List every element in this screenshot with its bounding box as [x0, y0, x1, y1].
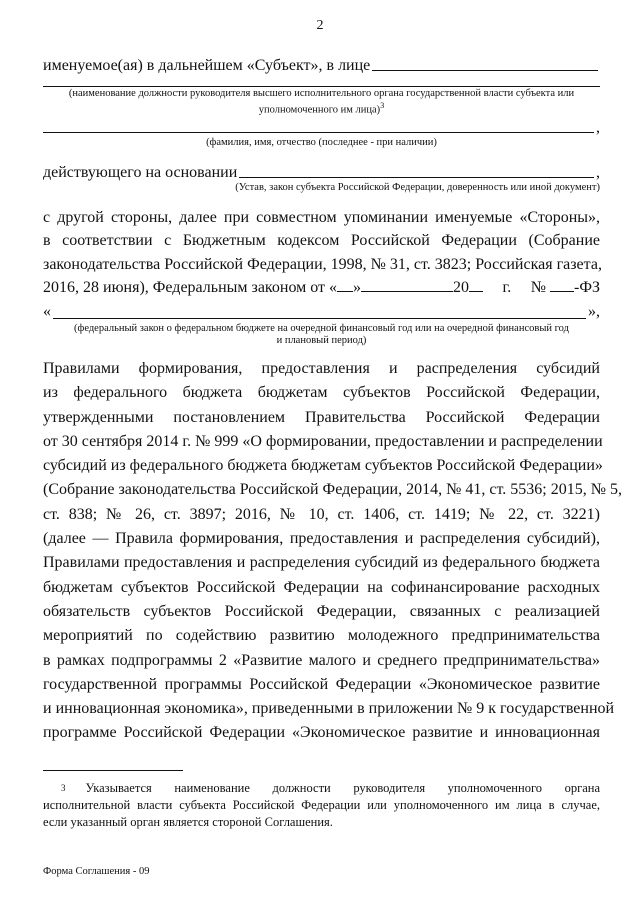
law-ref-quote-close: »	[353, 279, 362, 297]
caption-position-line1: (наименование должности руководителя высшего исполнительного органа государственной власти субъекта или	[68, 88, 575, 99]
caption-name: (фамилия, имя, отчество (последнее - при наличии)	[206, 137, 437, 148]
position-rule[interactable]	[43, 86, 600, 87]
representative-blank[interactable]	[372, 56, 598, 71]
name-blank[interactable]	[43, 118, 594, 133]
caption-footnote-ref: 3	[380, 101, 385, 110]
footnote-separator	[43, 770, 183, 771]
paragraph-line: от 30 сентября 2014 г. № 999 «О формировании, предоставлении и распределении	[43, 432, 603, 450]
footnote-line: если указанный орган является стороной Соглашения.	[43, 815, 333, 829]
paragraph-line: в рамках подпрограммы 2 «Развитие малого и среднего предпринимательства»	[43, 651, 600, 669]
paragraph-line: с другой стороны, далее при совместном упоминании именуемые «Стороны»,	[43, 209, 600, 226]
subject-line-text: именуемое(ая) в дальнейшем «Субъект», в лице	[43, 57, 371, 74]
footnote-text-wrap	[43, 780, 600, 797]
paragraph-line: программе Российской Федерации «Экономическое развитие и инновационная	[43, 724, 600, 742]
law-ref-date	[43, 276, 483, 299]
paragraph-line: государственной программы Российской Федерации «Экономическое развитие	[43, 675, 600, 693]
paragraph-line-law-title	[43, 300, 600, 323]
caption-position	[43, 88, 600, 117]
paragraph-parties	[43, 206, 600, 323]
paragraph-line: в соответствии с Бюджетным кодексом Российской Федерации (Собрание	[43, 232, 600, 250]
month-blank[interactable]	[361, 277, 453, 292]
footnote	[43, 780, 600, 831]
page-number: 2	[316, 18, 324, 33]
law-ref-fz: -ФЗ	[574, 279, 600, 297]
paragraph-line: ст. 838; № 26, ст. 3897; 2016, № 10, ст. 1406, ст. 1419; № 22, ст. 3221)	[43, 505, 600, 523]
paragraph-line: Правилами предоставления и распределения субсидий из федерального бюджета	[43, 554, 600, 572]
basis-line-text: действующего на основании	[43, 164, 238, 181]
footnote-line: исполнительной власти субъекта Российской Федерации или уполномоченного им лица в случае,	[43, 798, 600, 812]
paragraph-line: утвержденными постановлением Правительства Российской Федерации	[43, 408, 600, 426]
day-blank[interactable]	[337, 277, 353, 292]
caption-law	[43, 323, 600, 347]
law-ref-no-sign: №	[530, 279, 547, 297]
form-label: Форма Соглашения - 09	[43, 866, 150, 877]
basis-blank[interactable]	[239, 163, 594, 178]
law-title-close: »,	[588, 302, 600, 320]
caption-law-line1: (федеральный закон о федеральном бюджете на очередной финансовый год или на очередной финансовый год	[74, 323, 569, 334]
name-line	[43, 118, 600, 137]
law-number-blank[interactable]	[550, 277, 574, 292]
caption-position-line2-wrap	[43, 100, 600, 117]
law-ref-number	[531, 276, 600, 299]
law-ref-prefix: 2016, 28 июня), Федеральным законом от «	[43, 279, 338, 297]
paragraph-line: мероприятий по содействию развитию молодежного предпринимательства	[43, 627, 600, 645]
caption-basis: (Устав, закон субъекта Российской Федерации, доверенность или иной документ)	[235, 182, 600, 193]
law-title-blank[interactable]	[53, 304, 586, 319]
paragraph-line: (Собрание законодательства Российской Федерации, 2014, № 41, ст. 5536; 2015, № 5,	[43, 481, 622, 499]
paragraph-line: обязательств субъектов Российской Федерации, связанных с реализацией	[43, 602, 600, 620]
basis-line-comma: ,	[596, 164, 600, 181]
paragraph-line: бюджетам субъектов Российской Федерации на софинансирование расходных	[43, 578, 600, 596]
subject-line	[43, 56, 600, 75]
law-ref-g: г.	[502, 279, 512, 297]
footnote-line: Указывается наименование должности руководителя уполномоченного органа	[85, 781, 600, 795]
paragraph-line: законодательства Российской Федерации, 1998, № 31, ст. 3823; Российская газета,	[43, 255, 602, 273]
paragraph-line: и инновационная экономика», приведенными в приложении № 9 к государственной	[43, 700, 615, 718]
law-ref-year: 20	[453, 279, 470, 297]
paragraph-line-law	[43, 276, 600, 299]
paragraph-line: (далее — Правила формирования, предоставления и распределения субсидий),	[43, 530, 600, 548]
name-line-comma: ,	[596, 119, 600, 136]
footnote-line-first	[43, 780, 600, 797]
year-blank[interactable]	[469, 277, 483, 292]
footnote-number: 3	[61, 783, 66, 793]
caption-position-line2: уполномоченного им лица)	[258, 104, 381, 116]
law-title-open: «	[43, 302, 51, 320]
paragraph-line: из федерального бюджета бюджетам субъектов Российской Федерации,	[43, 384, 600, 402]
caption-law-line2: и плановый период)	[276, 335, 367, 346]
footnote-number-wrap	[43, 780, 66, 797]
basis-line	[43, 163, 600, 182]
paragraph-line: Правилами формирования, предоставления и распределения субсидий	[43, 360, 600, 377]
paragraph-rules	[43, 357, 622, 746]
paragraph-line: субсидий из федерального бюджета бюджетам субъектов Российской Федерации»	[43, 457, 603, 475]
